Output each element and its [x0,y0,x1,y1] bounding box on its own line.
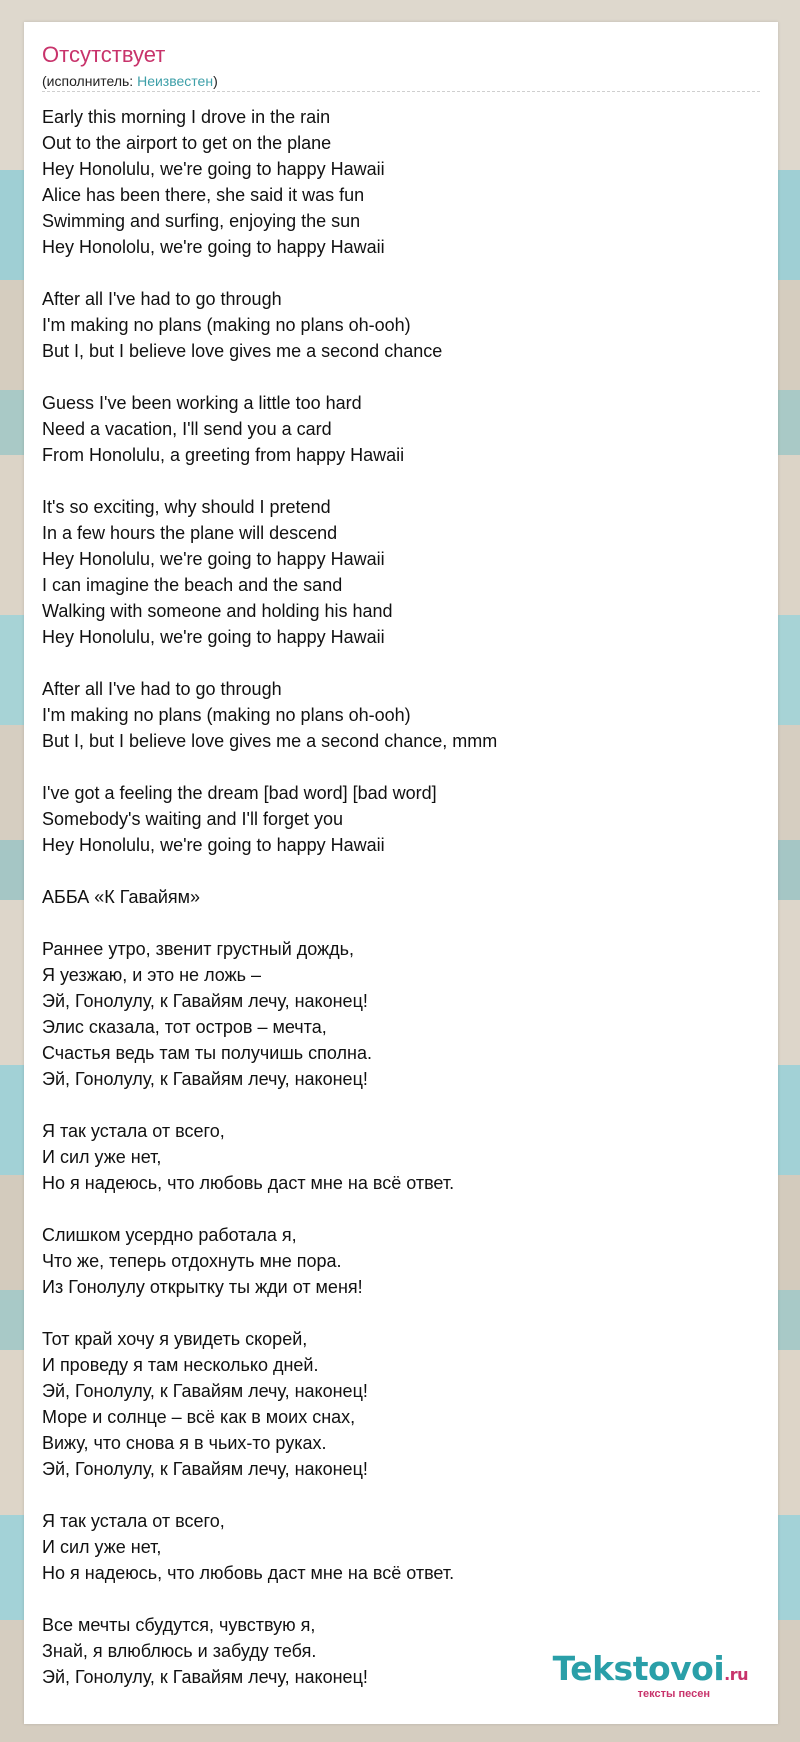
lyric-line: Hey Honolulu, we're going to happy Hawaii [42,159,385,179]
lyric-line: Слишком усердно работала я, [42,1225,297,1245]
song-title: Отсутствует [42,42,166,67]
lyric-line: Out to the airport to get on the plane [42,133,332,153]
lyric-line: I can imagine the beach and the sand [42,575,343,595]
logo-subtitle: тексты песен [637,1688,710,1700]
lyric-line: Somebody's waiting and I'll forget you [42,809,344,829]
stanza-gap [42,858,742,884]
artist-link[interactable]: Неизвестен [137,73,214,89]
header-divider [42,91,760,92]
lyric-line: Все мечты сбудутся, чувствую я, [42,1615,316,1635]
lyric-line: Вижу, что снова я в чьих-то руках. [42,1433,327,1453]
lyric-line: И сил уже нет, [42,1147,162,1167]
lyric-line: Но я надеюсь, что любовь даст мне на всё ответ. [42,1173,455,1193]
lyric-line: И сил уже нет, [42,1537,162,1557]
lyric-line: I've got a feeling the dream [bad word] [bad word] [42,783,437,803]
lyric-line: Guess I've been working a little too hard [42,393,362,413]
stanza-gap [42,754,742,780]
lyric-line: Hey Honololu, we're going to happy Hawaii [42,237,385,257]
lyric-line: Море и солнце – всё как в моих снах, [42,1407,356,1427]
lyric-line: Раннее утро, звенит грустный дождь, [42,939,355,959]
lyric-line: Что же, теперь отдохнуть мне пора. [42,1251,342,1271]
lyric-line: Early this morning I drove in the rain [42,107,331,127]
lyric-line: Эй, Гонолулу, к Гавайям лечу, наконец! [42,1069,368,1089]
stanza-gap [42,1586,742,1612]
artist-suffix: ) [213,73,218,89]
lyric-line: Hey Honolulu, we're going to happy Hawaii [42,627,385,647]
lyric-line: АББА «К Гавайям» [42,887,201,907]
lyric-line: Эй, Гонолулу, к Гавайям лечу, наконец! [42,991,368,1011]
lyric-line: Я так устала от всего, [42,1121,225,1141]
stanza-gap [42,1300,742,1326]
lyrics-text [42,104,742,1690]
lyric-line: After all I've had to go through [42,289,282,309]
lyric-line: И проведу я там несколько дней. [42,1355,319,1375]
lyric-line: But I, but I believe love gives me a second chance, mmm [42,731,498,751]
artist-prefix: (исполнитель: [42,73,138,89]
lyric-line: From Honolulu, a greeting from happy Hawaii [42,445,405,465]
lyric-line: Эй, Гонолулу, к Гавайям лечу, наконец! [42,1459,368,1479]
lyric-line: Счастья ведь там ты получишь сполна. [42,1043,372,1063]
stanza-gap [42,1482,742,1508]
lyric-line: Тот край хочу я увидеть скорей, [42,1329,308,1349]
lyric-line: I'm making no plans (making no plans oh-ooh) [42,315,411,335]
logo-wordmark [552,1649,748,1692]
lyric-line: After all I've had to go through [42,679,282,699]
stanza-gap [42,1092,742,1118]
lyrics-card [24,22,778,1724]
stanza-gap [42,1196,742,1222]
lyric-line: Из Гонолулу открытку ты жди от меня! [42,1277,363,1297]
lyric-line: Hey Honolulu, we're going to happy Hawaii [42,549,385,569]
stanza-gap [42,364,742,390]
stanza-gap [42,260,742,286]
stanza-gap [42,468,742,494]
lyric-line: Need a vacation, I'll send you a card [42,419,332,439]
lyric-line: Hey Honolulu, we're going to happy Hawaii [42,835,385,855]
lyric-line: Я так устала от всего, [42,1511,225,1531]
logo-main-text: Tekstovoi [552,1649,725,1688]
lyric-line: Alice has been there, she said it was fun [42,185,365,205]
artist-line [42,72,218,90]
lyric-line: Эй, Гонолулу, к Гавайям лечу, наконец! [42,1381,368,1401]
logo-domain-suffix: .ru [724,1665,748,1684]
lyric-line: It's so exciting, why should I pretend [42,497,331,517]
lyric-line: But I, but I believe love gives me a second chance [42,341,443,361]
lyric-line: In a few hours the plane will descend [42,523,338,543]
lyric-line: Но я надеюсь, что любовь даст мне на всё ответ. [42,1563,455,1583]
lyric-line: Эй, Гонолулу, к Гавайям лечу, наконец! [42,1667,368,1687]
stanza-gap [42,910,742,936]
lyric-line: Я уезжаю, и это не ложь – [42,965,262,985]
site-logo[interactable] [552,1649,748,1700]
stanza-gap [42,650,742,676]
lyric-line: Знай, я влюблюсь и забуду тебя. [42,1641,317,1661]
lyric-line: I'm making no plans (making no plans oh-ooh) [42,705,411,725]
lyric-line: Walking with someone and holding his hand [42,601,393,621]
lyric-line: Элис сказала, тот остров – мечта, [42,1017,327,1037]
lyric-line: Swimming and surfing, enjoying the sun [42,211,361,231]
